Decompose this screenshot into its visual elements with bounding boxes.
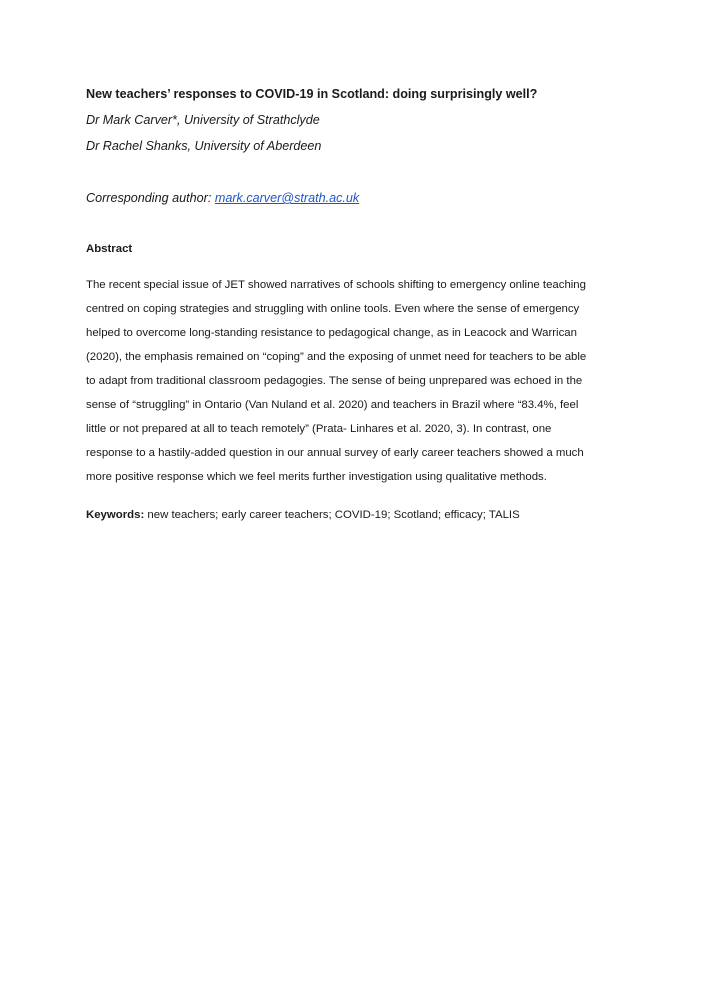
- corresponding-author-label: Corresponding author:: [86, 191, 215, 205]
- abstract-line: sense of “struggling” in Ontario (Van Nuland et al. 2020) and teachers in Brazil where “83.4%, feel: [86, 399, 579, 411]
- abstract-line: (2020), the emphasis remained on “coping” and the exposing of unmet need for teachers to be able: [86, 351, 587, 363]
- abstract-line: to adapt from traditional classroom pedagogies. The sense of being unprepared was echoed in the: [86, 375, 583, 387]
- abstract-line: response to a hastily-added question in our annual survey of early career teachers showed a much: [86, 447, 584, 459]
- corresponding-author: [86, 191, 359, 205]
- author-1: Dr Mark Carver*, University of Strathclyde: [86, 113, 320, 127]
- abstract-line: helped to overcome long-standing resistance to pedagogical change, as in Leacock and Warrican: [86, 327, 577, 339]
- keywords: [86, 509, 520, 521]
- abstract-line: more positive response which we feel merits further investigation using qualitative methods.: [86, 471, 547, 483]
- keywords-list: new teachers; early career teachers; COVID-19; Scotland; efficacy; TALIS: [144, 509, 520, 521]
- paper-title: New teachers’ responses to COVID-19 in Scotland: doing surprisingly well?: [86, 87, 538, 101]
- abstract-heading: Abstract: [86, 243, 133, 255]
- abstract-body: [86, 277, 616, 493]
- author-2: Dr Rachel Shanks, University of Aberdeen: [86, 139, 322, 153]
- abstract-line: The recent special issue of JET showed narratives of schools shifting to emergency online teaching: [86, 279, 586, 291]
- keywords-label: Keywords:: [86, 509, 145, 521]
- abstract-line: centred on coping strategies and struggling with online tools. Even where the sense of emergency: [86, 303, 580, 315]
- corresponding-email-link[interactable]: mark.carver@strath.ac.uk: [214, 191, 360, 205]
- abstract-line: little or not prepared at all to teach remotely” (Prata- Linhares et al. 2020, 3). In contrast, one: [86, 423, 552, 435]
